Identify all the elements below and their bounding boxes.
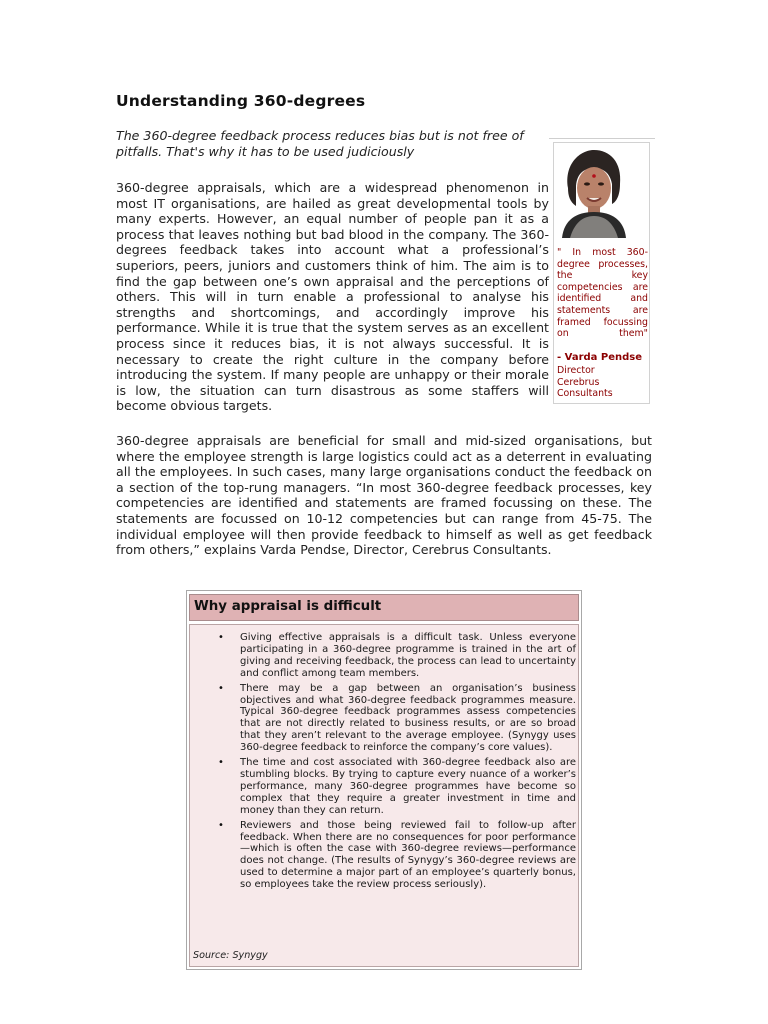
appraisal-box-header	[189, 594, 579, 621]
role-line-1: Director	[557, 365, 595, 376]
list-item	[218, 682, 576, 754]
role-line-3: Consultants	[557, 388, 613, 400]
list-item	[218, 757, 576, 817]
list-item	[218, 632, 576, 680]
list-item-text: There may be a gap between an organisation’s business objectives and what 360-degree feedback programmes measure. Typical 360-degree feedback programmes assess competencies that are not directly related to business results, or are so broad that they aren’t relevant to the average employee. (Synygy uses 360-degree feedback to reinforce the company’s core values).	[240, 682, 576, 754]
author-photo	[554, 144, 632, 238]
sidebar-quote: " In most 360-degree processes, the key competencies are identified and statements are framed focussing on them"	[557, 247, 648, 340]
article-lede: The 360-degree feedback process reduces bias but is not free of pitfalls. That's why it has to be used judiciously	[116, 128, 524, 159]
appraisal-bullet-list	[218, 632, 576, 894]
bullet-icon: •	[218, 757, 224, 769]
appraisal-box-title: Why appraisal is difficult	[194, 599, 382, 614]
role-line-2: Cerebrus	[557, 376, 600, 388]
bullet-icon: •	[218, 682, 224, 694]
sidebar-divider	[549, 138, 655, 139]
page-title: Understanding 360-degrees	[116, 92, 366, 110]
sidebar-author-role	[557, 365, 648, 400]
article-paragraph-1: 360-degree appraisals, which are a widespread phenomenon in most IT organisations, are hailed as great developmental tools by many experts. However, an equal number of people pan it as a process that leaves nothing but bad blood in the company. The 360-degrees feedback takes into account what a professional’s superiors, peers, juniors and customers think of him. The aim is to find the gap between one’s own appraisal and the perceptions of others. This will in turn enable a professional to analyse his strengths and shortcomings, and accordingly improve his performance. While it is true that the system serves as an excellent process since it reduces bias, it is not always successful. It is necessary to create the right culture in the company before introducing the system. If many people are unhappy or their morale is low, the situation can turn disastrous as some staffers will become obvious targets.	[116, 180, 549, 414]
list-item-text: The time and cost associated with 360-degree feedback also are stumbling blocks. By trying to capture every nuance of a worker’s performance, many 360-degree programmes have become so complex that they require a greater investment in time and money than they can return.	[240, 757, 576, 816]
list-item	[218, 819, 576, 891]
sidebar-author: - Varda Pendse	[557, 352, 643, 363]
article-paragraph-2: 360-degree appraisals are beneficial for small and mid-sized organisations, but where the employee strength is large logistics could act as a deterrent in evaluating all the employees. In such cases, many large organisations conduct the feedback on a section of the top-rung managers. “In most 360-degree feedback processes, key competencies are identified and statements are framed focussing on these. The statements are focussed on 10-12 competencies but can range from 45-75. The individual employee will then provide feedback to himself as well as get feedback from others,” explains Varda Pendse, Director, Cerebrus Consultants.	[116, 433, 652, 558]
list-item-text: Giving effective appraisals is a difficult task. Unless everyone participating in a 360-degree programme is trained in the art of giving and receiving feedback, the process can lead to uncertainty and conflict among team members.	[240, 632, 576, 679]
list-item-text: Reviewers and those being reviewed fail to follow-up after feedback. When there are no consequences for poor performance—which is often the case with 360-degree reviews—performance does not change. (The results of Synygy’s 360-degree reviews are used to determine a major part of an employee’s quarterly bonus, so employees take the review process seriously).	[240, 819, 576, 891]
bullet-icon: •	[218, 632, 224, 643]
source-credit: Source: Synygy	[193, 950, 268, 961]
bullet-icon: •	[218, 819, 224, 831]
